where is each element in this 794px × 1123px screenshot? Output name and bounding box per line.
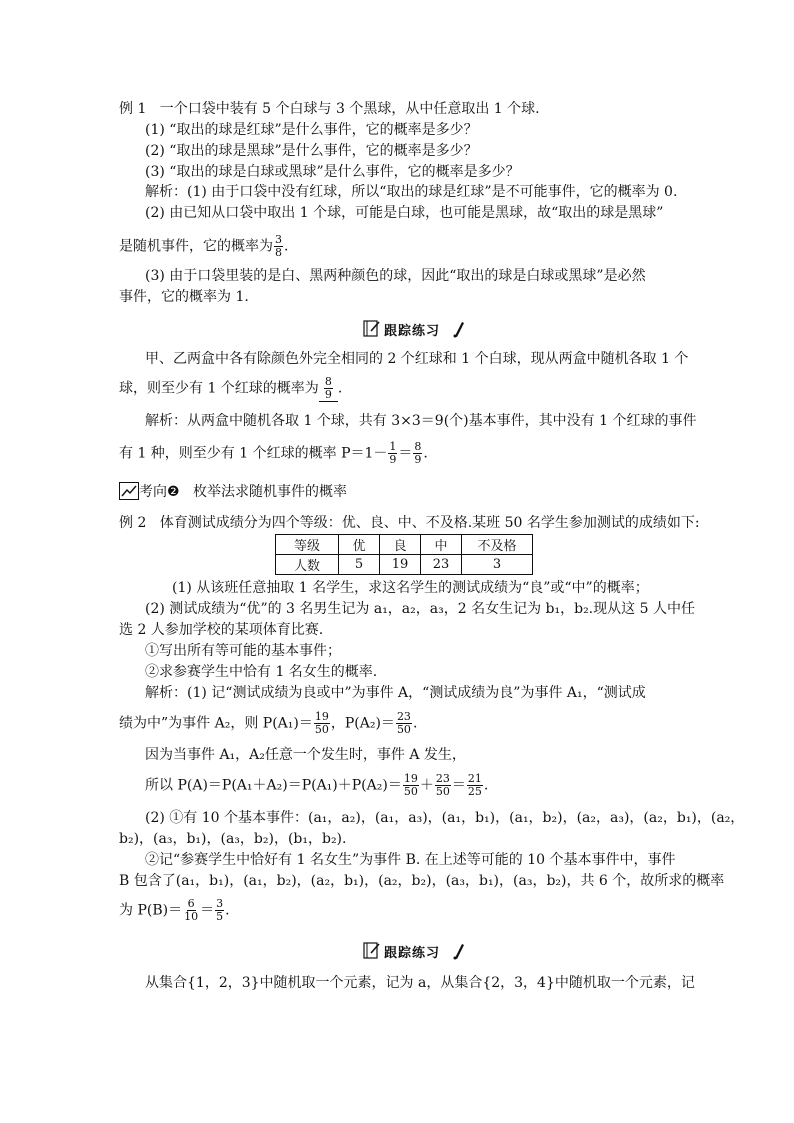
practice-banner [362, 940, 462, 962]
answer-blank [319, 376, 338, 402]
section-title: 枚举法求随机事件的概率 [193, 484, 347, 500]
fraction-23-50 [396, 711, 412, 736]
fraction-denominator: 9 [414, 453, 422, 466]
fraction-numerator: 6 [187, 897, 195, 910]
example1-label: 例 1 [119, 101, 147, 117]
fraction-19-50 [314, 711, 330, 736]
fraction-numerator: 3 [275, 233, 282, 246]
practice2-line1: 从集合{1，2，3}中随机取一个元素，记为 a，从集合{2，3，4}中随机取一个元素，记 [145, 975, 695, 991]
banner-label: 跟踪练习 [384, 324, 441, 339]
example2-sol2a: (2) ①有 10 个基本事件：(a₁，a₂)，(a₁，a₃)，(a₁，b₁)，(a₁，b₂)，(a₂，a₃)，(a₂，b₁)，(a₂， [145, 810, 745, 826]
plus-sign: ＋ [419, 777, 434, 794]
notebook-icon [362, 318, 382, 338]
section-prefix-text: 考向 [139, 484, 167, 500]
sol1b-text: 绩为中”为事件 A₂，则 P(A₁)＝ [119, 715, 313, 732]
practice1-sol2: 有 1 种，则至少有 1 个红球的概率 P＝1－ $\frac{1}{9}$ ＝ $\frac{8}{9}$ . [119, 440, 428, 466]
sol1b-mid: ，P(A₂)＝ [330, 715, 395, 732]
table-cell: 23 [421, 555, 462, 575]
practice1-sol2-text: 有 1 种，则至少有 1 个红球的概率 P＝1－ [119, 445, 388, 462]
example1-q1: (1) “取出的球是红球”是什么事件，它的概率是多少？ [145, 122, 478, 138]
equals-sign: ＝ [398, 445, 413, 462]
example2-sol1a: 解析：(1) 记“测试成绩为良或中”为事件 A，“测试成绩为良”为事件 A₁，“测试成 [145, 685, 646, 701]
period: . [337, 380, 343, 397]
example1-sol3a: (3) 由于口袋里装的是白、黑两种颜色的球，因此“取出的球是白球或黑球”是必然 [145, 268, 646, 284]
example1-q3: (3) “取出的球是白球或黑球”是什么事件，它的概率是多少？ [145, 164, 520, 180]
fraction-numerator: 19 [403, 772, 418, 785]
trend-icon [119, 482, 139, 500]
fraction-denominator: 8 [275, 246, 282, 259]
example2-sol2d: B 包含了(a₁，b₁)，(a₁，b₂)，(a₂，b₁)，(a₂，b₂)，(a₃，b₁)，(a₃，b₂)，共 6 个，故所求的概率 [119, 873, 725, 889]
table-cell: 人数 [276, 555, 339, 575]
pen-icon [452, 320, 468, 338]
example2-q2b: 选 2 人参加学校的某项体育比赛. [119, 622, 324, 638]
example2-sol2e: 为 P(B)＝ $\frac{6}{10}$ ＝ $\frac{3}{5}$ . [119, 897, 230, 923]
fraction-denominator: 10 [184, 910, 199, 923]
practice1-line2-text: 球，则至少有 1 个红球的概率为 [119, 380, 319, 397]
fraction-8-9 [413, 441, 422, 466]
fraction-8-9 [324, 376, 333, 401]
pen-icon [452, 942, 468, 960]
example2-sol2b: b₂)，(a₃，b₁)，(a₃，b₂)，(b₁，b₂). [119, 831, 347, 847]
example2-q2a: (2) 测试成绩为“优”的 3 名男生记为 a₁，a₂，a₃，2 名女生记为 b₁，b₂.现从这 5 人中任 [145, 601, 695, 617]
example2-q1: (1) 从该班任意抽取 1 名学生，求这名学生的测试成绩为“良”或“中”的概率； [172, 580, 649, 596]
fraction-numerator: 21 [467, 772, 482, 785]
example1-stem: 一个口袋中装有 5 个白球与 3 个黑球，从中任意取出 1 个球. [159, 101, 540, 117]
practice1-line2 [119, 376, 342, 402]
table-cell: 5 [339, 555, 380, 575]
section-prefix [139, 483, 180, 501]
example2-sol1d: 所以 P(A)＝P(A₁＋A₂)＝P(A₁)＋P(A₂)＝ $\frac{19}{50}$ ＋ $\frac{23}{50}$ ＝ $\frac{21}{25}$ . [145, 772, 489, 798]
fraction-23-50 [435, 773, 451, 798]
fraction-numerator: 19 [314, 710, 329, 723]
notebook-icon [362, 940, 382, 960]
fraction-21-25 [467, 773, 483, 798]
example1-sol2a: (2) 由已知从口袋中取出 1 个球，可能是白球，也可能是黑球，故“取出的球是黑球” [145, 205, 664, 221]
fraction-numerator: 8 [414, 440, 422, 453]
table-cell: 不及格 [462, 535, 533, 555]
example2-stem: 体育测试成绩分为四个等级：优、良、中、不及格.某班 50 名学生参加测试的成绩如下: [159, 515, 700, 531]
table-cell: 优 [339, 535, 380, 555]
fraction-numerator: 23 [396, 710, 411, 723]
table-cell: 中 [421, 535, 462, 555]
practice1-line1: 甲、乙两盒中各有除颜色外完全相同的 2 个红球和 1 个白球，现从两盒中随机各取 1 个 [145, 351, 689, 367]
fraction-denominator: 50 [435, 785, 450, 798]
example2-label: 例 2 [119, 515, 147, 531]
table-cell: 等级 [276, 535, 339, 555]
grade-table [275, 534, 533, 575]
fraction-denominator: 50 [403, 785, 418, 798]
fraction-denominator: 9 [324, 388, 332, 401]
table-cell: 良 [380, 535, 421, 555]
fraction-denominator: 5 [216, 910, 224, 923]
equals-sign: ＝ [451, 777, 466, 794]
example1-sol1: 解析：(1) 由于口袋中没有红球，所以“取出的球是红球”是不可能事件，它的概率为 0. [145, 184, 678, 200]
fraction-denominator: 9 [389, 453, 397, 466]
sol2e-text: 为 P(B)＝ [119, 902, 183, 919]
practice1-sol1: 解析：从两盒中随机各取 1 个球，共有 3×3＝9(个)基本事件，其中没有 1 个红球的事件 [145, 413, 697, 429]
example1-sol2b: 是随机事件，它的概率为 $\frac{3}{8}$ . [119, 233, 289, 259]
fraction-denominator: 50 [314, 723, 329, 736]
equals-sign: ＝ [200, 902, 215, 919]
section-number: ❷ [167, 484, 180, 500]
example2-q2-ii: ②求参赛学生中恰有 1 名女生的概率. [145, 664, 378, 680]
fraction-3-5 [215, 898, 224, 923]
fraction-6-10 [183, 898, 199, 923]
fraction-numerator: 1 [389, 440, 397, 453]
fraction-denominator: 25 [467, 785, 482, 798]
example1-stem-line [119, 100, 540, 118]
fraction-numerator: 8 [324, 375, 332, 388]
table-cell: 3 [462, 555, 533, 575]
fraction-19-50 [403, 773, 419, 798]
fraction-numerator: 3 [216, 897, 224, 910]
table-cell: 19 [380, 555, 421, 575]
example2-sol2c: ②记“参赛学生中恰好有 1 名女生”为事件 B. 在上述等可能的 10 个基本事件中，事件 [145, 852, 676, 868]
example2-sol1c: 因为当事件 A₁，A₂任意一个发生时，事件 A 发生， [145, 747, 466, 763]
example1-sol3b: 事件，它的概率为 1. [119, 289, 249, 305]
banner-label: 跟踪练习 [384, 946, 441, 961]
example2-q2-i: ①写出所有等可能的基本事件； [145, 643, 341, 659]
fraction-numerator: 23 [435, 772, 450, 785]
practice-banner [362, 318, 462, 340]
example2-stem-line [119, 514, 700, 532]
example1-q2: (2) “取出的球是黑球”是什么事件，它的概率是多少？ [145, 143, 478, 159]
fraction-1-9 [388, 441, 397, 466]
sol1d-text: 所以 P(A)＝P(A₁＋A₂)＝P(A₁)＋P(A₂)＝ [145, 777, 402, 794]
fraction-3-8 [274, 234, 283, 259]
fraction-denominator: 50 [396, 723, 411, 736]
example1-sol2b-text: 是随机事件，它的概率为 [119, 238, 273, 255]
table-row [276, 555, 533, 575]
table-header-row [276, 535, 533, 555]
example2-sol1b: 绩为中”为事件 A₂，则 P(A₁)＝ $\frac{19}{50}$ ，P(A₂)＝ $\frac{23}{50}$ . [119, 710, 418, 736]
